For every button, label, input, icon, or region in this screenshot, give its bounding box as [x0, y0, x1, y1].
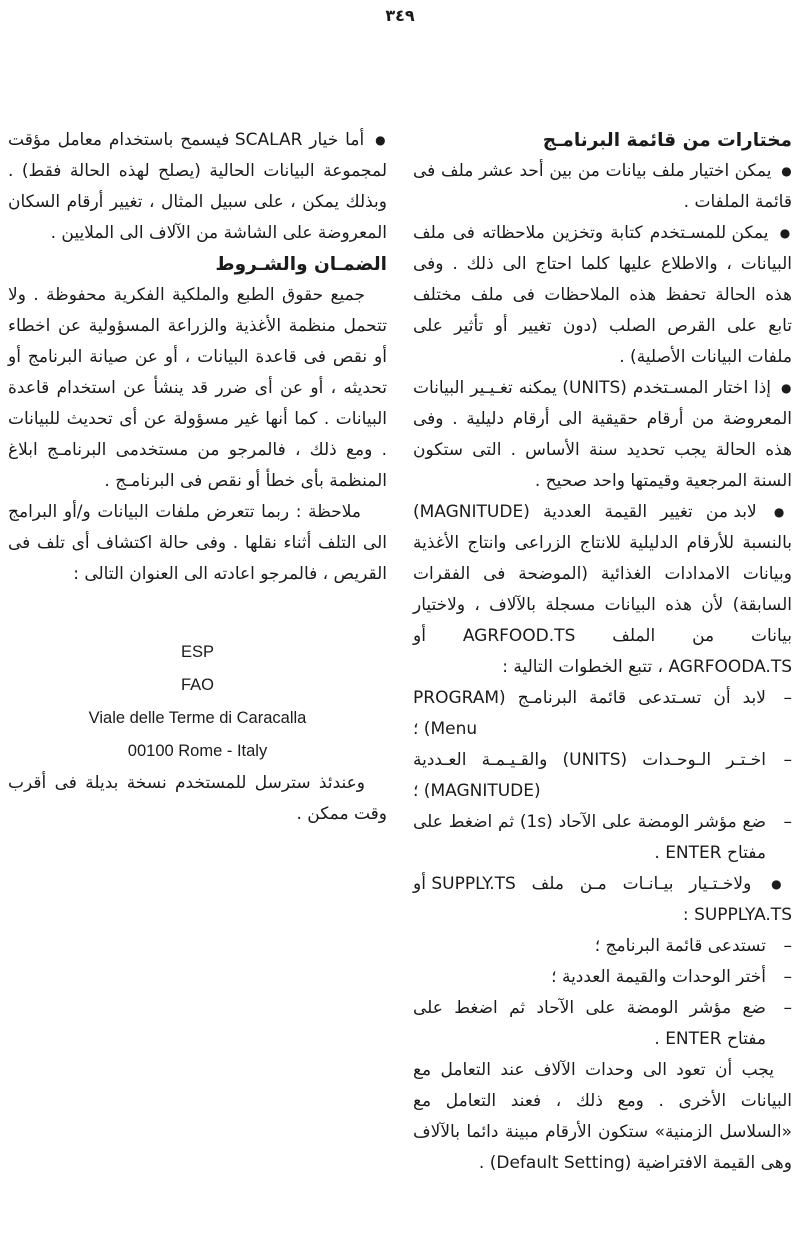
- paragraph-warranty: جميع حقوق الطبع والملكية الفكرية محفوظة . ولا تتحمل منظمة الأغذية والزراعة المسؤولية عن اخطاء أو نقص فى قاعدة البيانات ، أو عن صيانة البرنامج أو تحديثه ، أو عن أى ضرر قد ينشأ عن استخدام قاعدة البيانات . كما أنها غير مسؤولة عن أى تحديث للبيانات . ومع ذلك ، فالمرجو من مستخدمى البرنامـج ابلاغ المنظمة بأى خطأ أو نقص فى البرنامـج .: [8, 285, 387, 491]
- address-block: [8, 636, 387, 768]
- bullet-text: أما خيار SCALAR فيسمح باستخدام معامل مؤقت لمجموعة البيانات الحالية (يصلح لهذه الحالة فقط) . وبذلك يمكن ، على سبيل المثال ، تغيير أرقام السكان المعروضة على الشاشة من الآلاف الى الملايين .: [8, 130, 387, 243]
- paragraph-note: ملاحظة : ربما تتعرض ملفات البيانات و/أو البرامج الى التلف أثناء نقلها . وفى حالة اكتشاف أى تلف فى القريص ، فالمرجو اعادته الى العنوان التالى :: [8, 502, 387, 584]
- dash-icon: –: [783, 688, 792, 708]
- address-line-org-unit: ESP: [180, 643, 215, 661]
- bullet-icon: ●: [781, 164, 792, 178]
- step-text: اخـتـر الـوحـدات (UNITS) والقـيـمـة العـددية (MAGNITUDE) ؛: [413, 750, 766, 801]
- bullet-text: يمكن اختيار ملف بيانات من بين أحد عشر ملف فى قائمة الملفات .: [413, 161, 792, 212]
- bullet-text: يمكن للمسـتخدم كتابة وتخزين ملاحظاته فى ملف البيانات ، والاطلاع عليها كلما احتاج الى ذلك . وفى هذه الحالة تحفظ هذه الملاحظات فى ملف مختلف تابع على القرص الصلب (دون تغيير أو تأثير على ملفات البيانات الأصلية) .: [413, 223, 792, 367]
- address-line-city: 00100 Rome - Italy: [127, 742, 268, 760]
- dash-icon: –: [783, 936, 792, 956]
- bullet-icon: ●: [771, 877, 792, 891]
- bullet-item-scalar: [8, 125, 387, 249]
- paragraph-default-setting: يجب أن تعود الى وحدات الآلاف عند التعامل مع البيانات الأخرى . ومع ذلك ، فعند التعامل مع «السلاسل الزمنية» ستكون الأرقام مبينة دائما بالآلاف وهى القيمة الافتراضية (Default Setting) .: [413, 1060, 792, 1173]
- bullet-item-supply-files: [413, 869, 792, 931]
- step-text: لابد أن تسـتدعى قائمة البرنامـج (PROGRAM Menu) ؛: [413, 688, 766, 739]
- step-text: ضع مؤشر الومضة على الآحاد ثم اضغط على مفتاح ENTER .: [413, 998, 766, 1049]
- bullet-icon: ●: [780, 381, 792, 395]
- paragraph-replacement-copy: وعندئذ سترسل للمستخدم نسخة بديلة فى أقرب وقت ممكن .: [8, 773, 387, 824]
- step-item-choose-units-magnitude: [413, 962, 792, 993]
- dash-icon: –: [783, 812, 792, 832]
- page-number: ٣٤٩: [385, 6, 415, 25]
- bullet-item-file-selection: [413, 156, 792, 218]
- bullet-text: إذا اختار المسـتخدم (UNITS) يمكنه تغـيـير البيانات المعروضة من أرقام حقيقية الى أرقام دليلية . وفى هذه الحالة يجب تحديد سنة الأساس . التى ستكون السنة المرجعية وقيمتها واحد صحيح .: [413, 378, 792, 491]
- step-text: تستدعى قائمة البرنامج ؛: [594, 936, 766, 956]
- bullet-item-units: [413, 373, 792, 497]
- bullet-text: لابد من تغيير القيمة العددية (MAGNITUDE) بالنسبة للأرقام الدليلية للانتاج الزراعى وانتاج الأغذية وبيانات الامدادات الغذائية (الموضحة فى الفقرات السابقة) لأن هذه البيانات مسجلة بالآلاف ، ولاختيار بيانات من الملف AGRFOOD.TS أو AGRFOODA.TS ، تتبع الخطوات التالية :: [413, 502, 792, 677]
- bullet-icon: ●: [375, 133, 387, 147]
- address-line-street: Viale delle Terme di Caracalla: [88, 709, 307, 727]
- bullet-text: ولاخـتـيار بيـانـات مـن ملف SUPPLY.TS أو SUPPLYA.TS :: [413, 874, 792, 925]
- section-heading-warranty: الضمـان والشـروط: [215, 254, 387, 275]
- bullet-icon: ●: [773, 505, 792, 519]
- step-text: ضع مؤشر الومضة على الآحاد (1s) ثم اضغط على مفتاح ENTER .: [413, 812, 766, 863]
- bullet-icon: ●: [779, 226, 792, 240]
- bullet-item-magnitude: [413, 497, 792, 683]
- dash-icon: –: [783, 998, 792, 1018]
- step-item-program-menu: [413, 683, 792, 745]
- step-item-cursor-enter-2: [413, 993, 792, 1055]
- left-column: [8, 125, 387, 1179]
- step-item-cursor-enter: [413, 807, 792, 869]
- step-item-choose-units: [413, 745, 792, 807]
- address-line-org: FAO: [180, 676, 214, 694]
- dash-icon: –: [783, 750, 792, 770]
- two-column-layout: [8, 125, 792, 1179]
- section-heading-program-menu: مختارات من قائمة البرنامـج: [542, 130, 792, 151]
- step-text: أختر الوحدات والقيمة العددية ؛: [551, 967, 766, 987]
- dash-icon: –: [783, 967, 792, 987]
- step-item-call-menu: [413, 931, 792, 962]
- right-column: [413, 125, 792, 1179]
- bullet-item-notes: [413, 218, 792, 373]
